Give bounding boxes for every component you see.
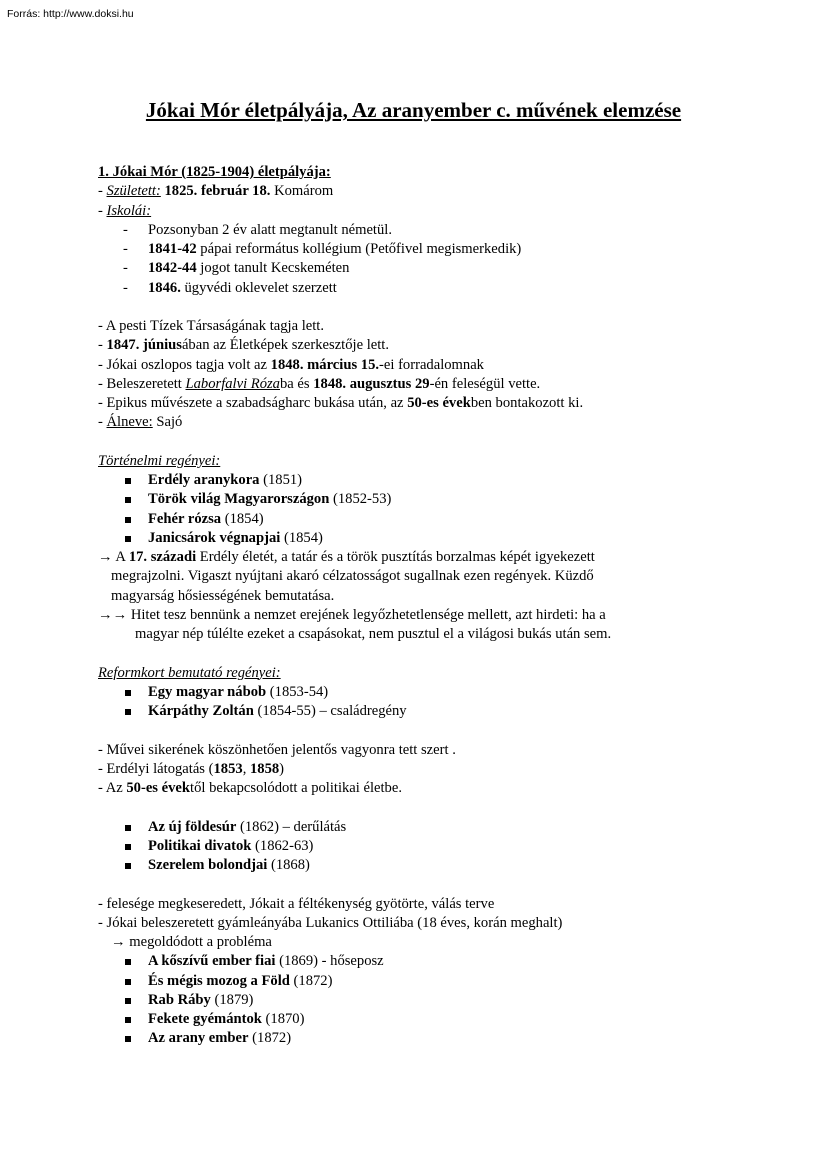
fact-line: - Művei sikerének köszönhetően jelentős vagyonra tett szert . [98, 741, 456, 758]
fact-line: - Jókai beleszeretett gyámleányába Lukanics Ottiliába (18 éves, korán meghalt) [98, 914, 563, 931]
list-item: Fehér rózsa (1854) [98, 510, 788, 529]
arrow-right-icon: → [98, 549, 113, 565]
born-line: - Született: 1825. február 18. Komárom [98, 183, 334, 200]
section-heading [98, 163, 788, 182]
bullet-icon [125, 844, 131, 850]
heading-text: 1. Jókai Mór (1825-1904) életpályája: [98, 164, 331, 180]
arrow-right-icon: → [111, 934, 126, 950]
list-item: Politikai divatok (1862-63) [98, 837, 788, 856]
schools-line: - Iskolái: [98, 202, 152, 219]
bullet-icon [125, 1017, 131, 1023]
historical-paragraph-1: → A 17. századi Erdély életét, a tatár és a török pusztítás borzalmas képét igyekezett [98, 549, 595, 565]
school-item: - 1846. ügyvédi oklevelet szerzett [123, 279, 337, 296]
bullet-icon [125, 690, 131, 696]
list-item: Fekete gyémántok (1870) [98, 1010, 788, 1029]
fact-line: - Beleszeretett Laborfalvi Rózaba és 1848. augusztus 29-én feleségül vette. [98, 375, 541, 392]
bullet-icon [125, 863, 131, 869]
historical-heading: Történelmi regényei: [98, 452, 221, 469]
bullet-icon [125, 517, 131, 523]
fact-line: - Epikus művészete a szabadságharc bukása után, az 50-es években bontakozott ki. [98, 395, 584, 411]
bullet-icon [125, 497, 131, 503]
bullet-icon [125, 478, 131, 484]
fact-line: - A pesti Tízek Társaságának tagja lett. [98, 318, 324, 334]
source-url: Forrás: http://www.doksi.hu [7, 8, 134, 20]
bullet-icon [125, 536, 131, 542]
fact-line: - felesége megkeseredett, Jókait a féltékenység gyötörte, válás terve [98, 895, 495, 912]
fact-line: - Az 50-es évektől bekapcsolódott a politikai életbe. [98, 780, 402, 796]
list-item: Az új földesúr (1862) – derűlátás [98, 818, 788, 837]
historical-paragraph-2: →→ Hitet tesz bennünk a nemzet erejének legyőzhetetlensége mellett, azt hirdeti: ha a [98, 606, 606, 623]
fact-line: - Jókai oszlopos tagja volt az 1848. március 15.-ei forradalomnak [98, 356, 484, 373]
list-item: Kárpáthy Zoltán (1854-55) – családregény [98, 702, 788, 721]
born-date: 1825. február 18. [164, 183, 271, 200]
born-label: Született: [106, 183, 161, 200]
list-item: Rab Ráby (1879) [98, 991, 788, 1010]
page-title: Jókai Mór életpályája, Az aranyember c. művének elemzése [145, 98, 682, 122]
list-item: A kőszívű ember fiai (1869) - hőseposz [98, 952, 788, 971]
reform-heading: Reformkort bemutató regényei: [98, 664, 281, 681]
school-item: - 1841-42 pápai református kollégium (Petőfivel megismerkedik) [123, 241, 522, 257]
bullet-icon [125, 979, 131, 985]
bullet-icon [125, 825, 131, 831]
double-arrow-right-icon: →→ [98, 606, 128, 623]
school-item: - Pozsonyban 2 év alatt megtanult németül. [123, 221, 392, 238]
list-item: Erdély aranykora (1851) [98, 471, 788, 490]
school-item: - 1842-44 jogot tanult Kecskeméten [123, 260, 350, 277]
list-item: Egy magyar nábob (1853-54) [98, 683, 788, 702]
schools-label: Iskolái: [106, 202, 152, 219]
list-item: Szerelem bolondjai (1868) [98, 856, 788, 875]
paragraph-line: magyar nép túlélte ezeket a csapásokat, nem pusztul el a világosi bukás után sem. [135, 626, 612, 642]
bullet-icon [125, 998, 131, 1004]
paragraph-line: megrajzolni. Vigaszt nyújtani akaró célzatosságot sugallnak ezen regények. Küzdő [111, 568, 594, 585]
list-item: Török világ Magyarországon (1852-53) [98, 490, 788, 509]
bullet-icon [125, 959, 131, 965]
bullet-icon [125, 1036, 131, 1042]
list-item: Janicsárok végnapjai (1854) [98, 529, 788, 548]
born-place: Komárom [270, 183, 334, 200]
fact-line: - Álneve: Sajó [98, 414, 183, 431]
fact-line: - 1847. júniusában az Életképek szerkesztője lett. [98, 337, 389, 354]
fact-line: - Erdélyi látogatás (1853, 1858) [98, 760, 285, 777]
list-item: Az arany ember (1872) [98, 1029, 788, 1048]
document-body [98, 163, 788, 1049]
fact-line: → megoldódott a probléma [111, 934, 272, 950]
bullet-icon [125, 709, 131, 715]
paragraph-line: magyarság hősiességének bemutatása. [111, 587, 335, 604]
list-item: És mégis mozog a Föld (1872) [98, 972, 788, 991]
